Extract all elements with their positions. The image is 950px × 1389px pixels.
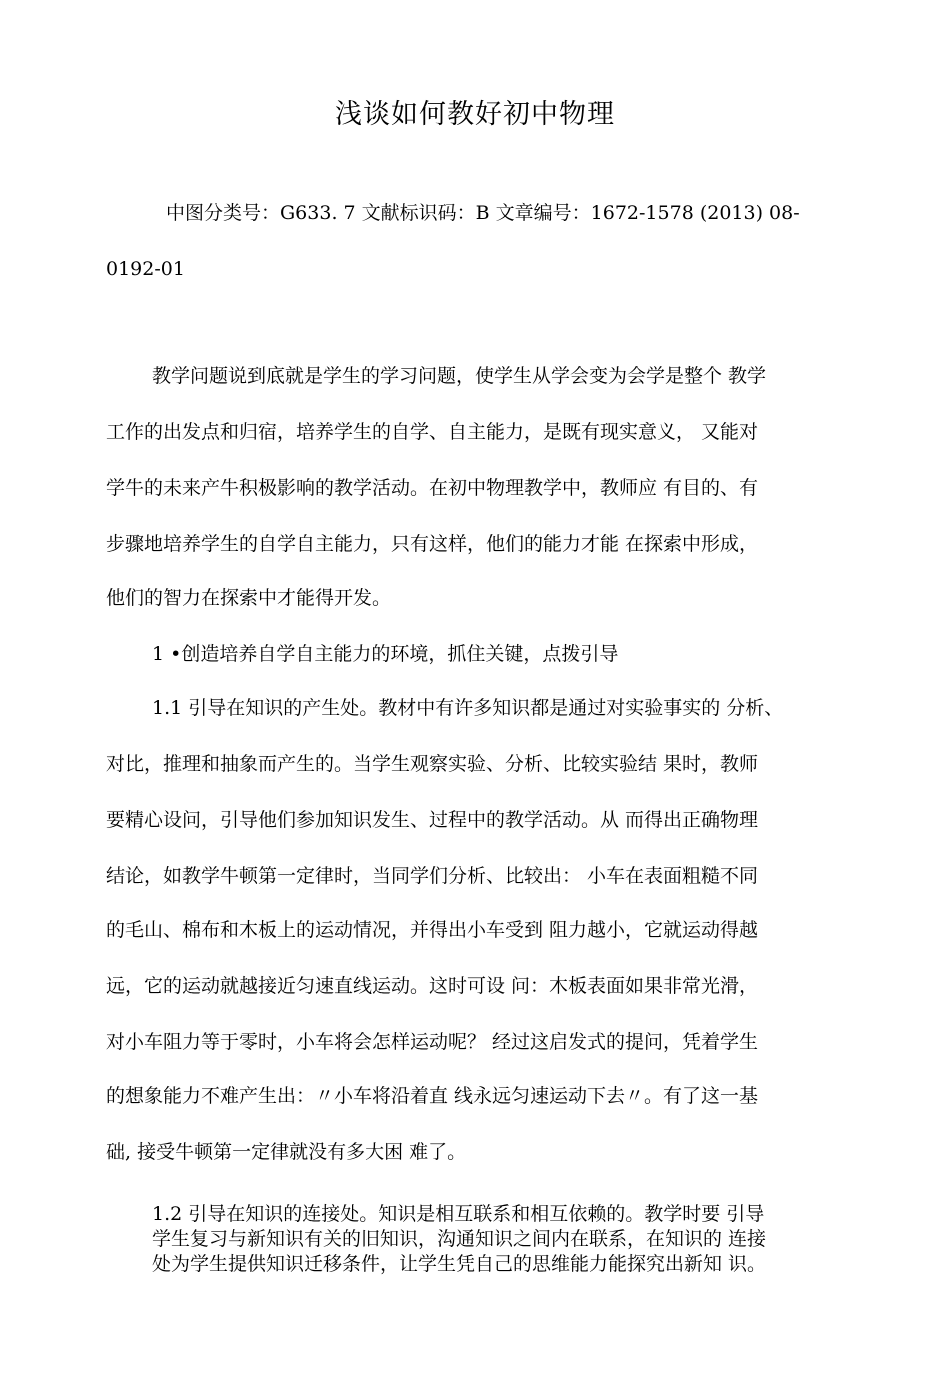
para-1-2-line-3: 处为学生提供知识迁移条件，让学生凭自己的思维能力能探究出新知 识。 (152, 1253, 767, 1275)
section-1-heading: 1 •创造培养自学自主能力的环境，抓住关键，点拨引导 (152, 643, 619, 665)
para-1-2-line-1: 1.2 引导在知识的连接处。知识是相互联系和相互依赖的。教学时要 引导 (152, 1203, 765, 1225)
para-1-1-line-3: 要精心设问，引导他们参加知识发生、过程中的教学活动。从 而得出正确物理 (106, 809, 759, 831)
intro-line-4: 步骤地培养学生的自学自主能力，只有这样，他们的能力才能 在探索中形成， (106, 533, 759, 555)
intro-line-3: 学牛的未来产牛积极影响的教学活动。在初中物理教学中，教师应 有目的、有 (106, 477, 759, 499)
intro-line-1: 教学问题说到底就是学生的学习问题，使学生从学会变为会学是整个 教学 (152, 365, 767, 387)
para-1-1-line-9: 础, 接受牛顿第一定律就没有多大困 难了。 (106, 1141, 467, 1163)
document-title: 浅谈如何教好初中物理 (335, 99, 615, 130)
classification-line-2: 0192-01 (106, 258, 185, 280)
intro-line-2: 工作的出发点和归宿，培养学生的自学、自主能力，是既有现实意义， 又能对 (106, 421, 759, 443)
para-1-2-line-2: 学生复习与新知识有关的旧知识，沟通知识之间内在联系，在知识的 连接 (152, 1228, 767, 1250)
para-1-1-line-6: 远，它的运动就越接近匀速直线运动。这时可设 问：木板表面如果非常光滑， (106, 975, 759, 997)
para-1-1-line-7: 对小车阻力等于零时，小车将会怎样运动呢？ 经过这启发式的提问，凭着学生 (106, 1031, 759, 1053)
para-1-1-line-1: 1.1 引导在知识的产生处。教材中有许多知识都是通过对实验事实的 分析、 (152, 697, 784, 719)
para-1-1-line-2: 对比，推理和抽象而产生的。当学生观察实验、分析、比较实验结 果时，教师 (106, 753, 759, 775)
para-1-1-line-5: 的毛山、棉布和木板上的运动情况，并得出小车受到 阻力越小，它就运动得越 (106, 919, 759, 941)
para-1-1-line-8: 的想象能力不难产生出：〃小车将沿着直 线永远匀速运动下去〃。有了这一基 (106, 1085, 759, 1107)
intro-line-5: 他们的智力在探索中才能得开发。 (106, 587, 392, 609)
para-1-1-line-4: 结论，如教学牛顿第一定律时，当同学们分析、比较出： 小车在表面粗糙不同 (106, 865, 759, 887)
classification-line-1: 中图分类号：G633. 7 文献标识码：B 文章编号：1672-1578 (2013) 08- (166, 202, 800, 224)
